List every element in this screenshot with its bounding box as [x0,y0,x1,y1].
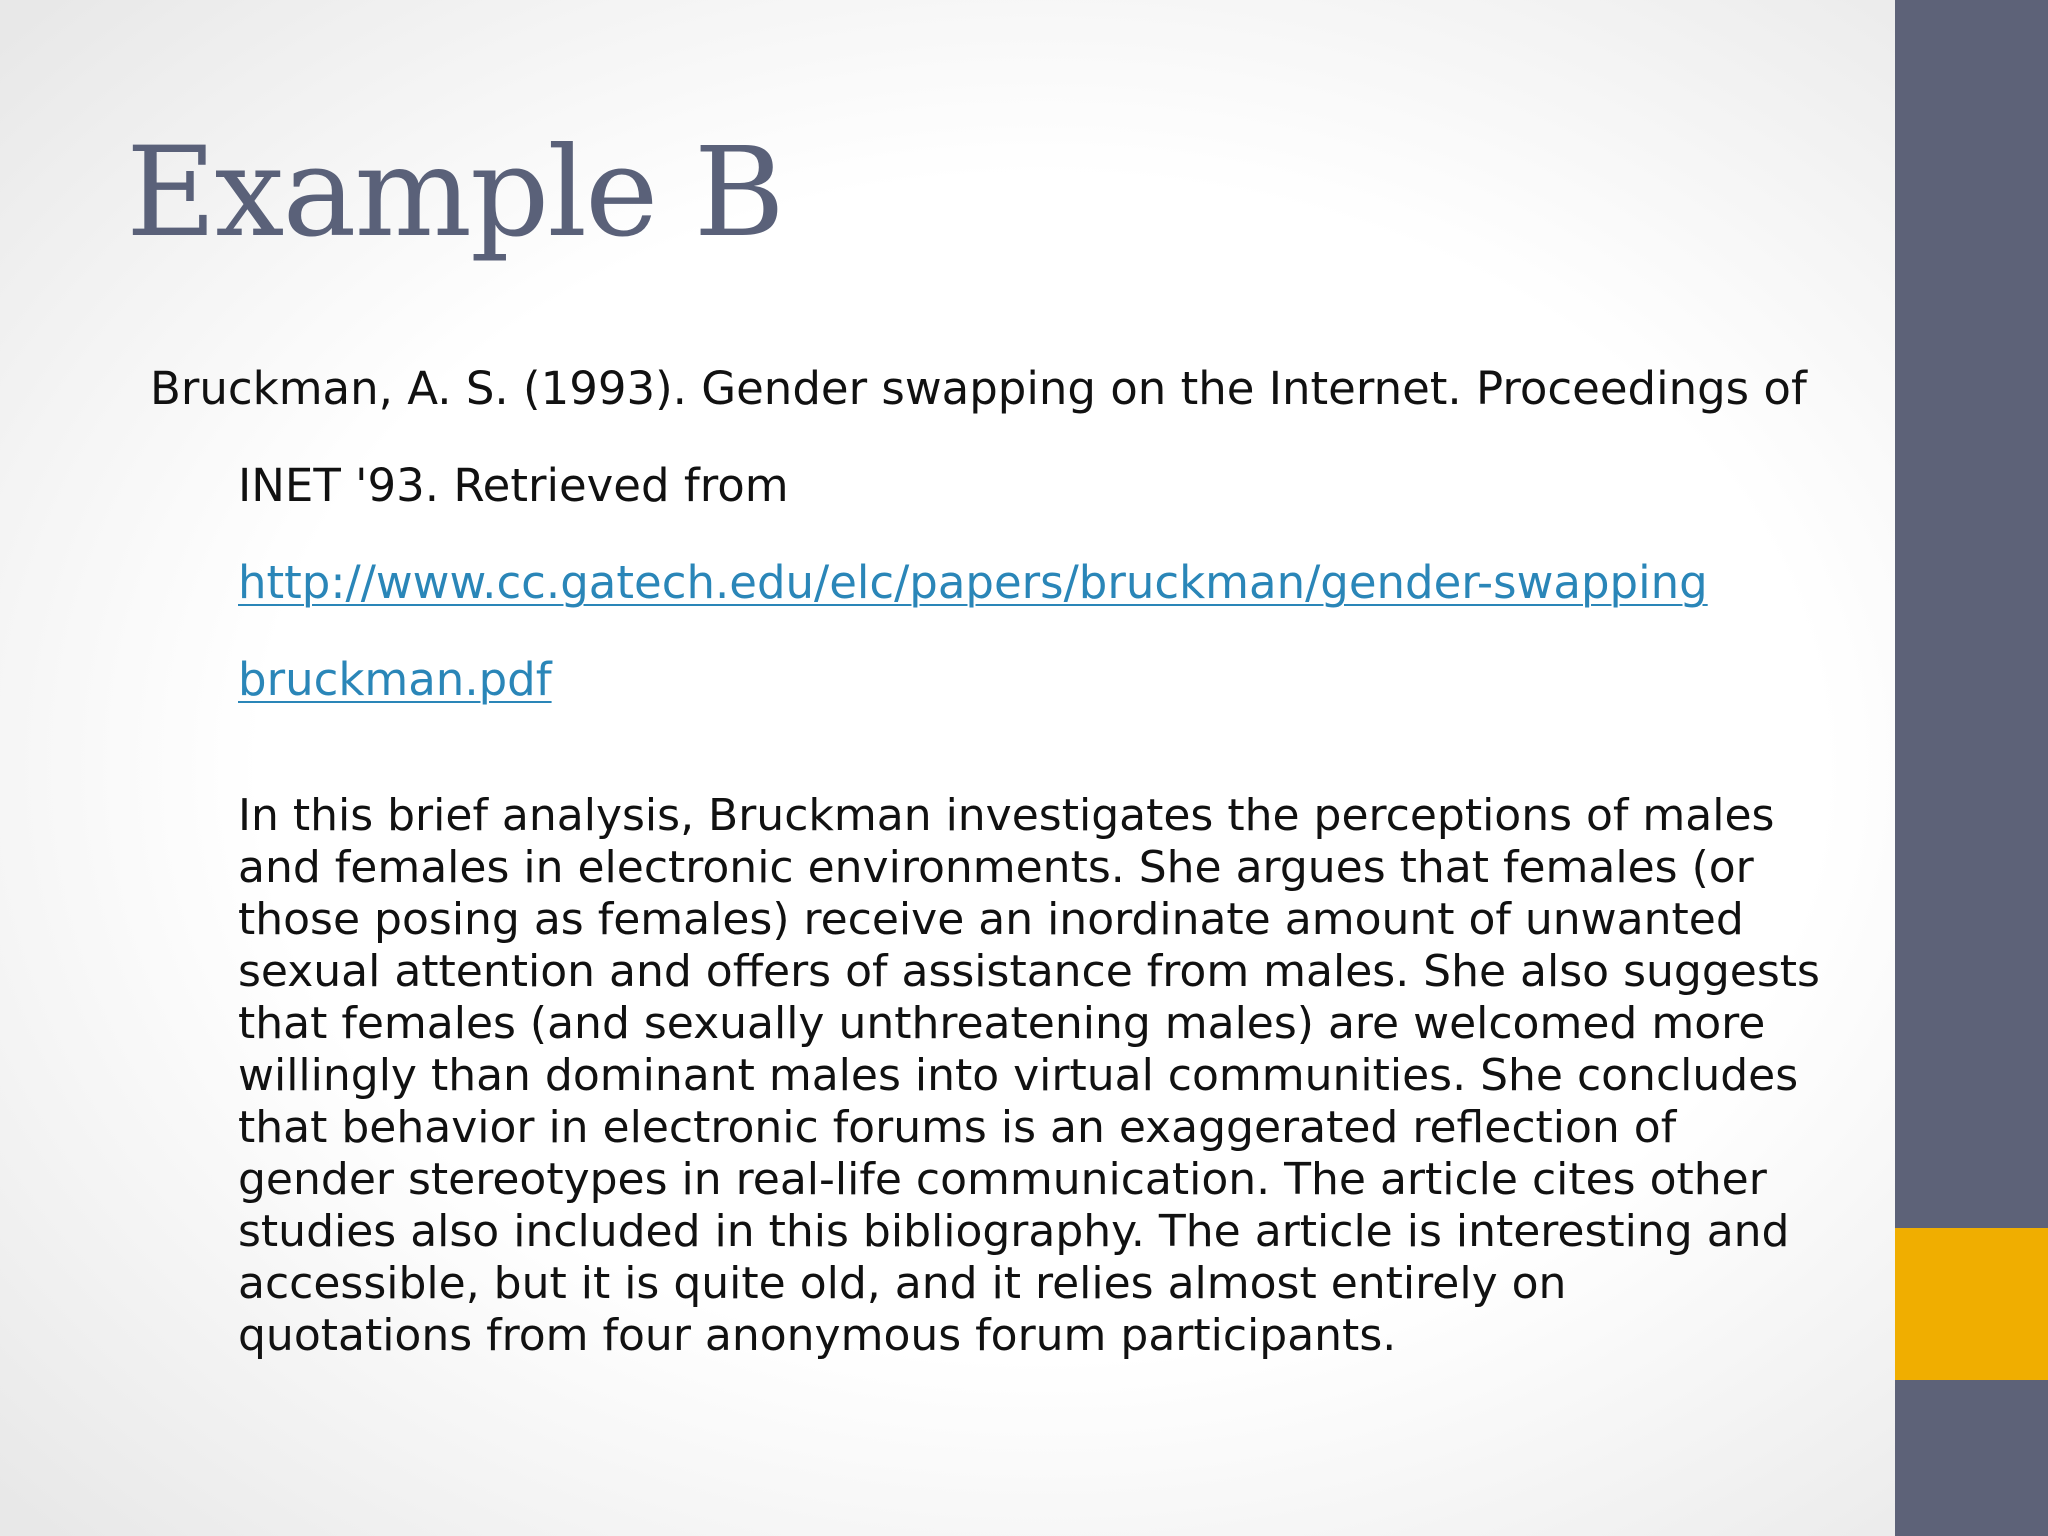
annotation-paragraph [238,790,1820,1362]
annotation-line: sexual attention and offers of assistance from males. She also suggests [238,946,1820,997]
annotation-line: that behavior in electronic forums is an exaggerated reflection of [238,1102,1677,1153]
citation-link-line-1 [150,534,1830,631]
citation-link-line-2 [150,631,1830,728]
annotation-line: gender stereotypes in real-life communication. The article cites other [238,1154,1767,1205]
citation-pdf-link[interactable]: bruckman.pdf [238,653,552,706]
sidebar-accent-block [1895,1228,2048,1380]
citation-url-link[interactable]: http://www.cc.gatech.edu/elc/papers/bruckman/gender-swapping [238,556,1708,609]
citation-block [150,340,1830,728]
annotation-line: and females in electronic environments. She argues that females (or [238,842,1754,893]
annotation-line: studies also included in this bibliography. The article is interesting and [238,1206,1790,1257]
annotation-line: quotations from four anonymous forum participants. [238,1310,1397,1361]
citation-line-1: Bruckman, A. S. (1993). Gender swapping on the Internet. Proceedings of [150,362,1807,415]
annotation-line: accessible, but it is quite old, and it relies almost entirely on [238,1258,1567,1309]
slide-title: Example B [126,121,783,265]
annotation-line: that females (and sexually unthreatening males) are welcomed more [238,998,1766,1049]
annotation-line: willingly than dominant males into virtual communities. She concludes [238,1050,1799,1101]
citation-line-2: INET '93. Retrieved from [238,459,789,512]
annotation-line: those posing as females) receive an inordinate amount of unwanted [238,894,1744,945]
annotation-line: In this brief analysis, Bruckman investigates the perceptions of males [238,790,1775,841]
